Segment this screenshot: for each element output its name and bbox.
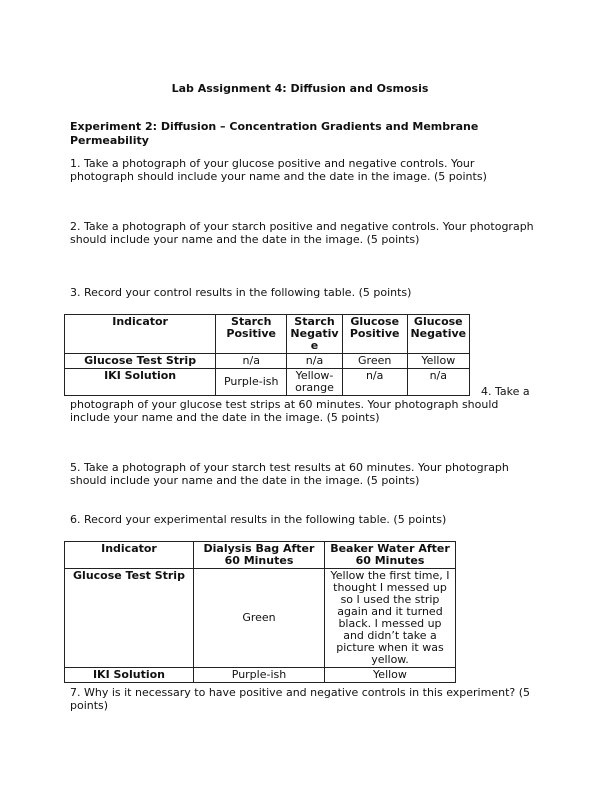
table-cell: Yellow-orange [287, 369, 343, 396]
table-header-cell: Dialysis Bag After 60 Minutes [193, 542, 324, 569]
question-5: 5. Take a photograph of your starch test results at 60 minutes. Your photograph should include your name and the date in the image. (5 points) [70, 461, 509, 487]
table-header-row [65, 542, 456, 569]
table-cell: n/a [287, 354, 343, 369]
table-cell: Glucose Test Strip [65, 354, 216, 369]
table-cell: Green [193, 569, 324, 668]
experiment-heading: Experiment 2: Diffusion – Concentration Gradients and Membrane Permeability [70, 120, 479, 147]
table-row [65, 668, 456, 683]
table-cell: Yellow [407, 354, 469, 369]
document-title: Lab Assignment 4: Diffusion and Osmosis [171, 82, 429, 95]
question-4-start: 4. Take a [481, 385, 530, 398]
control-results-table [64, 314, 470, 396]
table-row [65, 354, 470, 369]
table-header-row [65, 315, 470, 354]
question-4: photograph of your glucose test strips at 60 minutes. Your photograph should include your name and the date in the image. (5 points) [70, 398, 499, 424]
table-cell: Green [342, 354, 407, 369]
table-header-cell: Glucose Negative [407, 315, 469, 354]
table-header-cell: Indicator [65, 542, 194, 569]
table-cell: n/a [342, 369, 407, 396]
table-cell: Purple-ish [216, 369, 287, 396]
table-cell: Yellow [324, 668, 455, 683]
table-cell: Purple-ish [193, 668, 324, 683]
table-header-cell: Glucose Positive [342, 315, 407, 354]
question-3: 3. Record your control results in the following table. (5 points) [70, 286, 412, 299]
table-header-cell: Indicator [65, 315, 216, 354]
question-7: 7. Why is it necessary to have positive and negative controls in this experiment? (5 points) [70, 686, 531, 712]
question-2: 2. Take a photograph of your starch positive and negative controls. Your photograph should include your name and the date in the image. (5 points) [70, 220, 534, 246]
table-header-cell: Starch Positive [216, 315, 287, 354]
question-6: 6. Record your experimental results in the following table. (5 points) [70, 513, 447, 526]
experimental-results-table [64, 541, 456, 683]
table-row [65, 369, 470, 396]
question-1: 1. Take a photograph of your glucose positive and negative controls. Your photograph should include your name and the date in the image. (5 points) [70, 157, 487, 183]
table-header-cell: Beaker Water After 60 Minutes [324, 542, 455, 569]
table-cell: IKI Solution [65, 369, 216, 396]
table-header-cell: Starch Negative [287, 315, 343, 354]
table-row [65, 569, 456, 668]
table-cell: IKI Solution [65, 668, 194, 683]
table-cell: Glucose Test Strip [65, 569, 194, 668]
table-cell: n/a [407, 369, 469, 396]
table-cell: n/a [216, 354, 287, 369]
table-cell: Yellow the first time, I thought I messed up so I used the strip again and it turned black. I messed up and didn’t take a picture when it was yellow. [324, 569, 455, 668]
